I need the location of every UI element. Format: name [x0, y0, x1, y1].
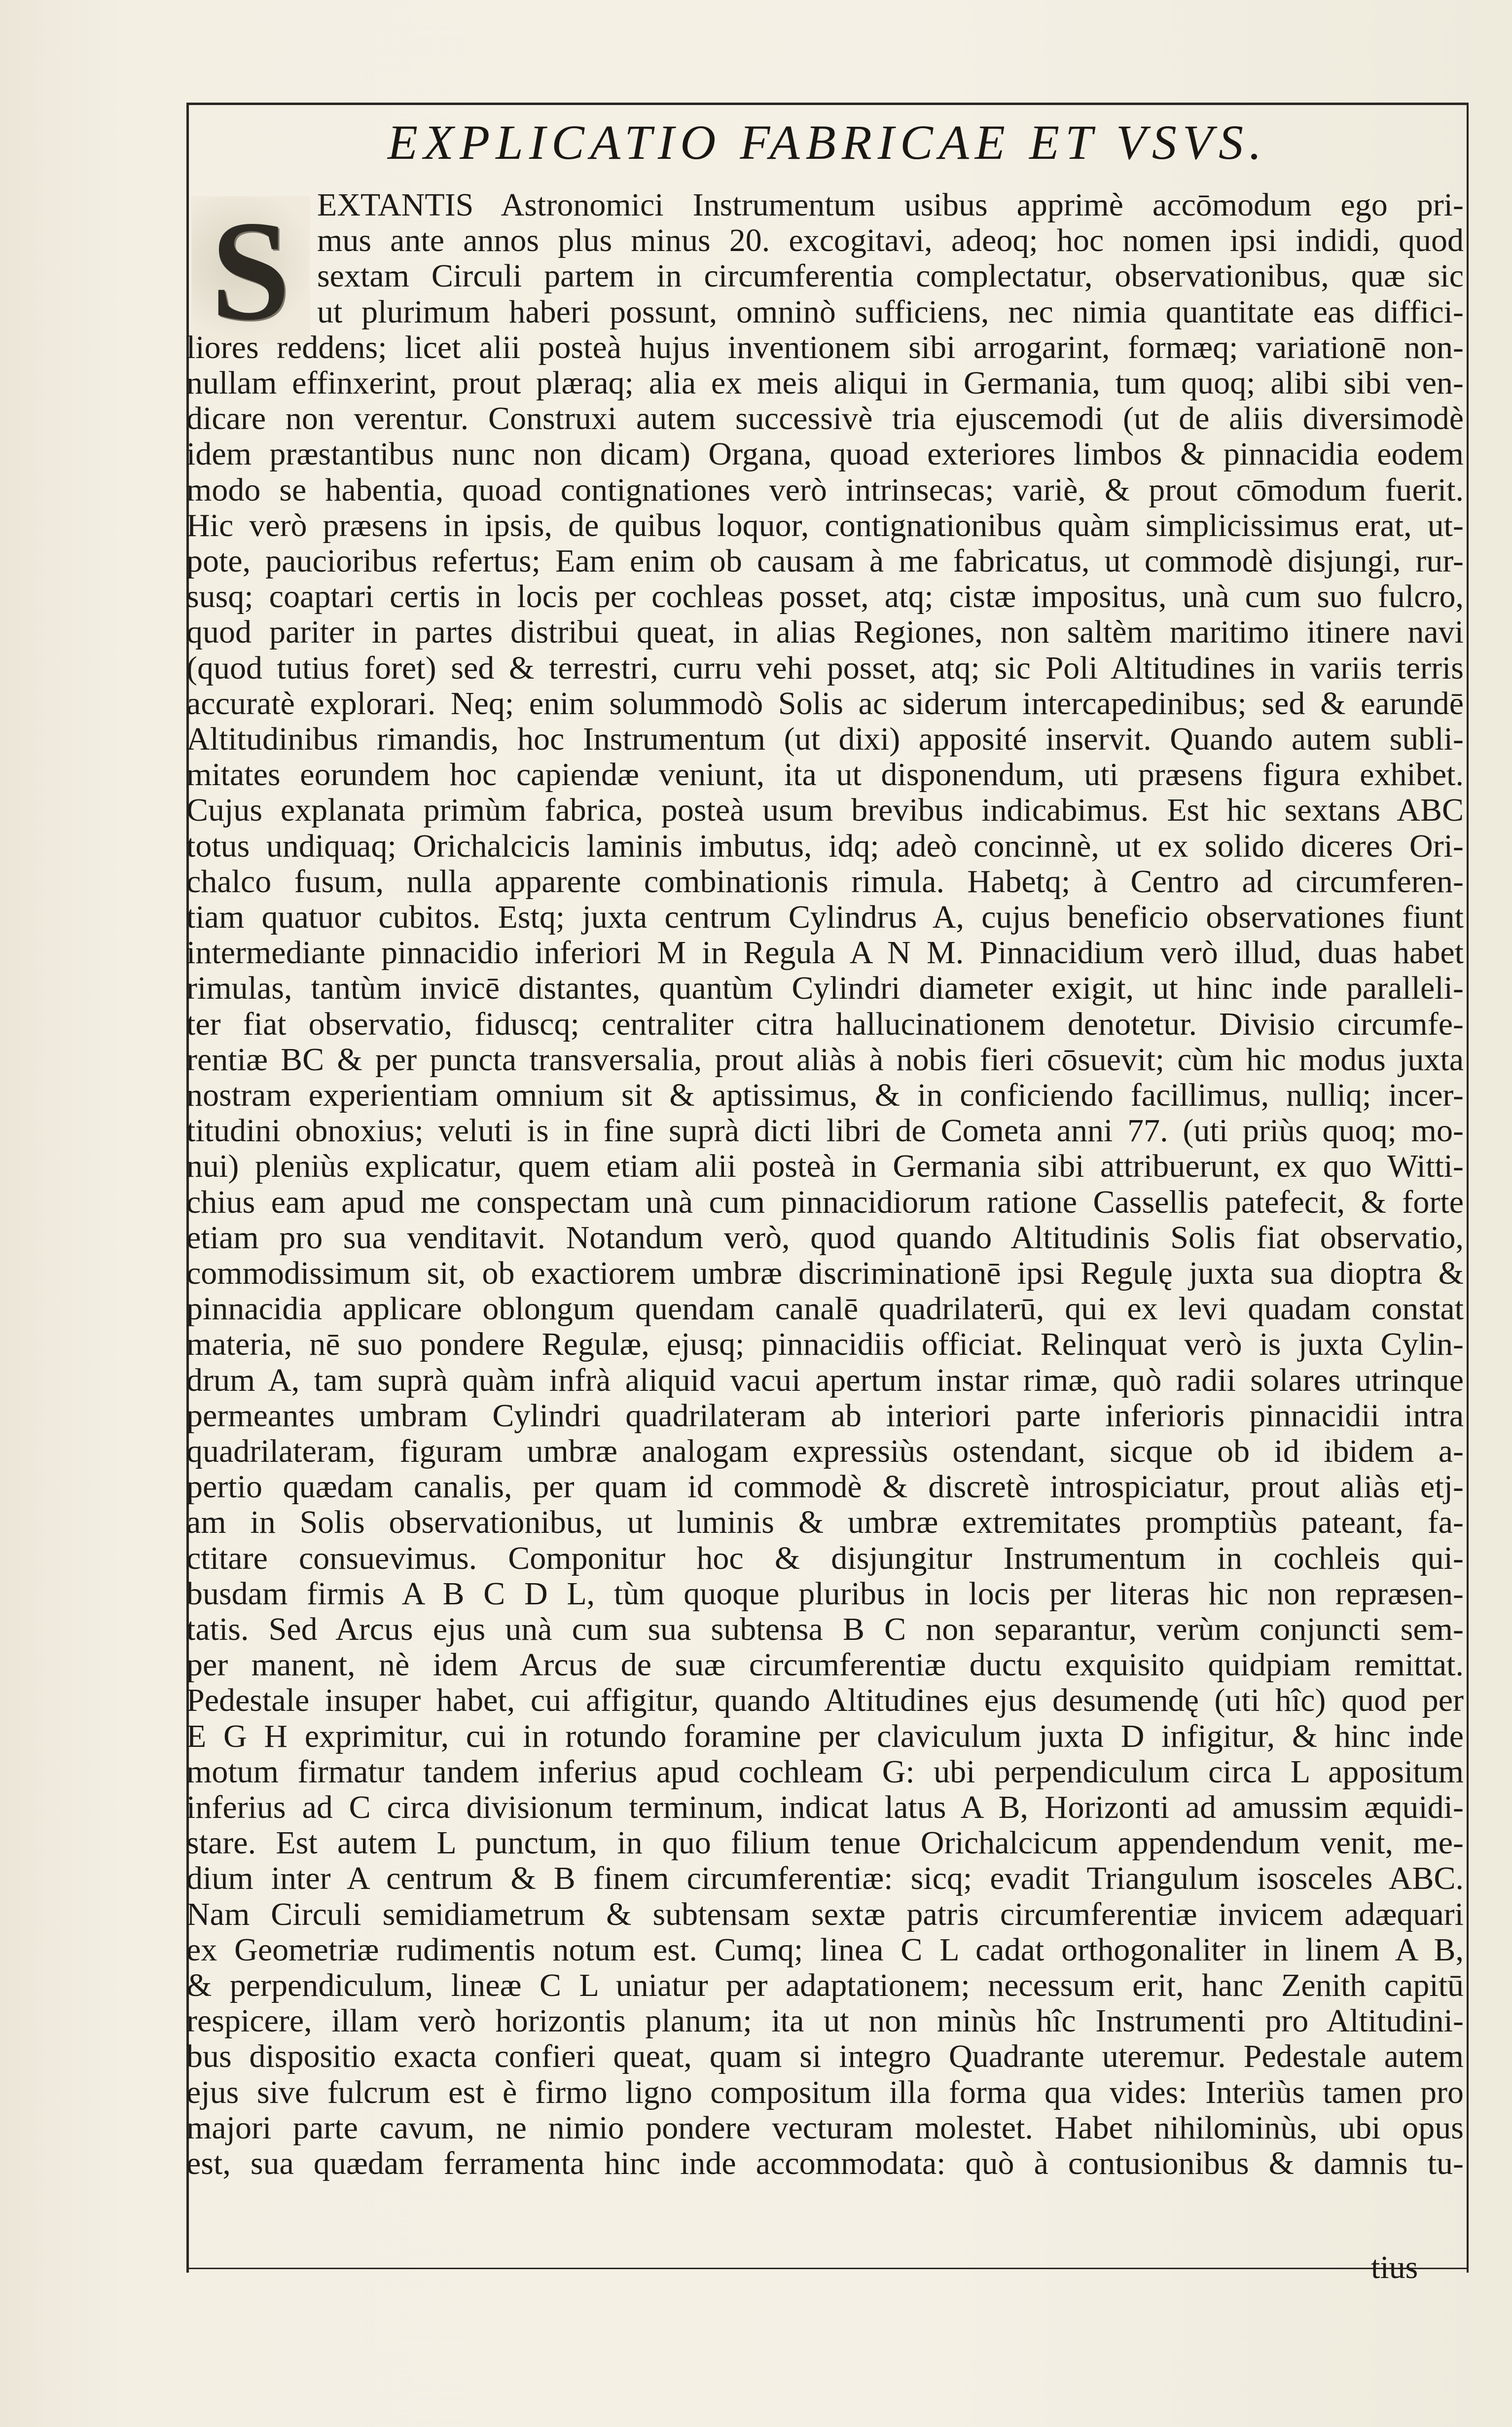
text-line: bus dispositio exacta confieri queat, quam si integro Quadrante uteremur. Pedestale autem: [186, 2038, 1464, 2075]
text-line: nostram experientiam omnium sit & aptissimus, & in conficiendo facillimus, nulliq; incer-: [186, 1077, 1464, 1113]
text-line: modo se habentia, quoad contignationes verò intrinsecas; variè, & prout cōmodum fuerit.: [186, 471, 1464, 508]
text-line: EXTANTIS Astronomici Instrumentum usibus apprimè accōmodum ego pri-: [317, 187, 1464, 223]
text-line: intermediante pinnacidio inferiori M in Regula A N M. Pinnacidium verò illud, duas habet: [186, 935, 1464, 971]
text-line: pote, paucioribus refertus; Eam enim ob causam à me fabricatus, ut commodè disjungi, rur-: [186, 543, 1464, 579]
text-line: totus undiquaq; Orichalcicis laminis imbutus, idq; adeò concinnè, ut ex solido diceres Ori-: [186, 828, 1464, 864]
text-line: ctitare consuevimus. Componitur hoc & disjungitur Instrumentum in cochleis qui-: [186, 1540, 1464, 1576]
text-line: E G H exprimitur, cui in rotundo foramine per claviculum juxta D infigitur, & hinc inde: [186, 1718, 1464, 1754]
drop-cap: S: [191, 196, 310, 344]
text-line: busdam firmis A B C D L, tùm quoque pluribus in locis per literas hic non repræsen-: [186, 1575, 1464, 1612]
text-line: idem præstantibus nunc non dicam) Organa, quoad exteriores limbos & pinnacidia eodem: [186, 436, 1464, 472]
text-line: ter fiat observatio, fiduscq; centraliter citra hallucinationem denotetur. Divisio circumfe-: [186, 1006, 1464, 1042]
text-line: titudini obnoxius; veluti is in fine suprà dicti libri de Cometa anni 77. (uti priùs quoq; mo-: [186, 1113, 1464, 1149]
text-line: ex Geometriæ rudimentis notum est. Cumq; linea C L cadat orthogonaliter in linem A B,: [186, 1931, 1464, 1968]
text-line: commodissimum sit, ob exactiorem umbræ discriminationē ipsi Regulę juxta sua dioptra &: [186, 1255, 1464, 1291]
text-line: dicare non verentur. Construxi autem successivè tria ejuscemodi (ut de aliis diversimodè: [186, 400, 1464, 437]
text-line: pertio quædam canalis, per quam id commodè & discretè introspiciatur, prout aliàs etj-: [186, 1469, 1464, 1505]
text-line: accuratè explorari. Neq; enim solummodò Solis ac siderum intercapedinibus; sed & earundē: [186, 685, 1464, 722]
text-line: motum firmatur tandem inferius apud cochleam G: ubi perpendiculum circa L appositum: [186, 1753, 1464, 1790]
text-line: materia, nē suo pondere Regulæ, ejusq; pinnacidiis officiat. Relinquat verò is juxta Cylin-: [186, 1326, 1464, 1363]
text-line: liores reddens; licet alii posteà hujus inventionem sibi arrogarint, formæq; variationē non-: [186, 329, 1464, 365]
text-line: quadrilateram, figuram umbræ analogam expressiùs ostendant, sicque ob id ibidem a-: [186, 1433, 1464, 1469]
text-line: stare. Est autem L punctum, in quo filium tenue Orichalcicum appendendum venit, me-: [186, 1825, 1464, 1861]
text-line: susq; coaptari certis in locis per cochleas posset, atq; cistæ impositus, unà cum suo fulcro,: [186, 579, 1464, 615]
text-line: Pedestale insuper habet, cui affigitur, quando Altitudines ejus desumendę (uti hîc) quod per: [186, 1682, 1464, 1719]
text-line: tiam quatuor cubitos. Estq; juxta centrum Cylindrus A, cujus beneficio observationes fiunt: [186, 899, 1464, 935]
text-line: Altitudinibus rimandis, hoc Instrumentum (ut dixi) apposité inservit. Quando autem subli-: [186, 721, 1464, 757]
text-line: per manent, nè idem Arcus de suæ circumferentiæ ductu exquisito quidpiam remittat.: [186, 1647, 1464, 1683]
text-line: majori parte cavum, ne nimio pondere vecturam molestet. Habet nihilominùs, ubi opus: [186, 2109, 1464, 2146]
page-border-bottom: [186, 2268, 1469, 2269]
catchword: tius: [1371, 2249, 1418, 2285]
text-line: inferius ad C circa divisionum terminum, indicat latus A B, Horizonti ad amussim æquidi-: [186, 1789, 1464, 1825]
text-line: tatis. Sed Arcus ejus unà cum sua subtensa B C non separantur, verùm conjuncti sem-: [186, 1611, 1464, 1647]
text-line: drum A, tam suprà quàm infrà aliquid vacui apertum instar rimæ, quò radii solares utrinque: [186, 1362, 1464, 1398]
page-title: EXPLICATIO FABRICAE ET VSVS.: [387, 114, 1268, 170]
text-line: Hic verò præsens in ipsis, de quibus loquor, contignationibus quàm simplicissimus erat, ut-: [186, 507, 1464, 543]
text-line: quod pariter in partes distribui queat, in alias Regiones, non saltèm maritimo itinere navi: [186, 614, 1464, 651]
text-line: mitates eorundem hoc capiendæ veniunt, ita ut disponendum, uti præsens figura exhibet.: [186, 757, 1464, 793]
text-line: chius eam apud me conspectam unà cum pinnacidiorum ratione Cassellis patefecit, & forte: [186, 1184, 1464, 1220]
text-line: nullam effinxerint, prout plæraq; alia ex meis aliqui in Germania, tum quoq; alibi sibi ven-: [186, 365, 1464, 401]
text-line: dium inter A centrum & B finem circumferentiæ: sicq; evadit Triangulum isosceles ABC.: [186, 1860, 1464, 1897]
text-line: respicere, illam verò horizontis planum; ita ut non minùs hîc Instrumenti pro Altitudini-: [186, 2003, 1464, 2039]
text-line: sextam Circuli partem in circumferentia complectatur, observationibus, quæ sic: [317, 258, 1464, 294]
text-line: ejus sive fulcrum est è firmo ligno compositum illa forma qua vides: Interiùs tamen pro: [186, 2074, 1464, 2110]
text-line: (quod tutius foret) sed & terrestri, curru vehi posset, atq; sic Poli Altitudines in variis terris: [186, 650, 1464, 686]
text-line: etiam pro sua venditavit. Notandum verò, quod quando Altitudinis Solis fiat observatio,: [186, 1219, 1464, 1256]
text-line: mus ante annos plus minus 20. excogitavi, adeoq; hoc nomen ipsi indidi, quod: [317, 222, 1464, 259]
text-line: pinnacidia applicare oblongum quendam canalē quadrilaterū, qui ex levi quadam constat: [186, 1291, 1464, 1327]
text-line: chalco fusum, nulla apparente combinationis rimula. Habetq; à Centro ad circumferen-: [186, 863, 1464, 900]
text-line: est, sua quædam ferramenta hinc inde accommodata: quò à contusionibus & damnis tu-: [186, 2145, 1464, 2181]
text-line: rentiæ BC & per puncta transversalia, prout aliàs à nobis fieri cōsuevit; cùm hic modus juxta: [186, 1041, 1464, 1078]
text-line: nui) pleniùs explicatur, quem etiam alii posteà in Germania sibi attribuerunt, ex quo Witti-: [186, 1148, 1464, 1185]
text-line: rimulas, tantùm invicē distantes, quantùm Cylindri diameter exigit, ut hinc inde paralleli-: [186, 970, 1464, 1007]
text-line: am in Solis observationibus, ut luminis & umbræ extremitates promptiùs pateant, fa-: [186, 1504, 1464, 1541]
text-line: Nam Circuli semidiametrum & subtensam sextæ patris circumferentiæ invicem adæquari: [186, 1896, 1464, 1932]
text-line: permeantes umbram Cylindri quadrilateram ab interiori parte inferioris pinnacidii intra: [186, 1397, 1464, 1434]
text-line: & perpendiculum, lineæ C L uniatur per adaptationem; necessum erit, hanc Zenith capitū: [186, 1967, 1464, 2003]
text-line: Cujus explanata primùm fabrica, posteà usum brevibus indicabimus. Est hic sextans ABC: [186, 792, 1464, 829]
text-line: ut plurimum haberi possunt, omninò sufficiens, nec nimia quantitate eas diffici-: [317, 293, 1464, 330]
